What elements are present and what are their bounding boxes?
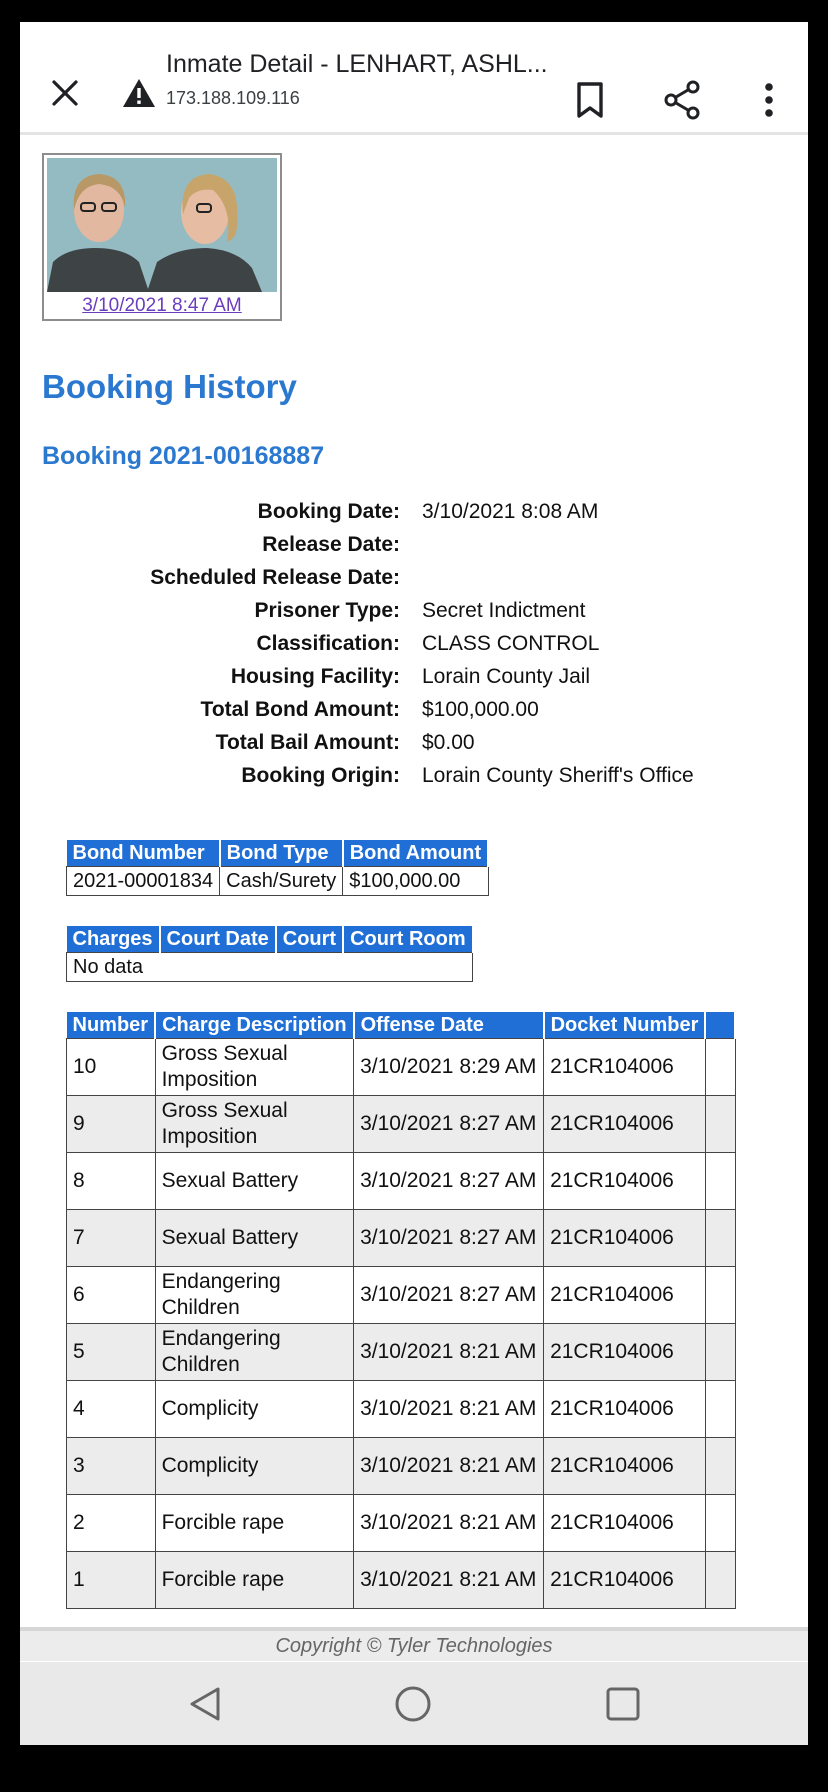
charges-header-cell: Court [276,926,343,953]
offense-description-cell: Sexual Battery [155,1210,353,1267]
offense-extra-cell [705,1267,735,1324]
offense-description-cell: Complicity [155,1381,353,1438]
detail-value: $0.00 [422,731,475,754]
table-row [67,1381,736,1438]
home-nav-icon[interactable] [389,1680,437,1728]
offense-header-cell: Number [67,1012,156,1039]
offense-number-cell: 4 [67,1381,156,1438]
offense-number-cell: 8 [67,1153,156,1210]
offense-extra-cell [705,1495,735,1552]
booking-history-heading: Booking History [42,368,297,405]
offense-description-cell: Forcible rape [155,1495,353,1552]
detail-value: Lorain County Jail [422,665,591,688]
table-row [67,1552,736,1609]
offense-extra-cell [705,1438,735,1495]
table-row [67,1324,736,1381]
bond-header-cell: Bond Type [220,840,343,867]
offense-header-cell-truncated [705,1012,735,1039]
table-row [67,1438,736,1495]
detail-value: 3/10/2021 8:08 AM [422,500,599,523]
bond-header-cell: Bond Amount [343,840,488,867]
offense-date-cell: 3/10/2021 8:27 AM [354,1096,544,1153]
page-url[interactable]: 173.188.109.116 [166,88,300,108]
offense-extra-cell [705,1153,735,1210]
recents-nav-icon[interactable] [599,1680,647,1728]
status-bar [0,0,828,22]
offense-extra-cell [705,1210,735,1267]
offense-date-cell: 3/10/2021 8:21 AM [354,1324,544,1381]
offense-extra-cell [705,1096,735,1153]
offense-number-cell: 2 [67,1495,156,1552]
table-row [67,1096,736,1153]
detail-value: Secret Indictment [422,599,586,622]
detail-value: Lorain County Sheriff's Office [422,764,694,787]
offense-description-cell: Endangering Children [155,1324,353,1381]
table-row [67,1495,736,1552]
charges-header-cell: Court Date [160,926,276,953]
no-data-cell: No data [67,953,473,982]
offense-docket-cell: 21CR104006 [544,1267,706,1324]
offense-number-cell: 3 [67,1438,156,1495]
table-row [67,1039,736,1096]
offense-date-cell: 3/10/2021 8:21 AM [354,1495,544,1552]
detail-label: Total Bail Amount: [215,731,400,754]
charges-header-cell: Court Room [343,926,473,953]
offense-date-cell: 3/10/2021 8:21 AM [354,1381,544,1438]
bond-amount-cell: $100,000.00 [343,867,488,896]
offenses-table [66,1012,736,1609]
offense-header-cell: Charge Description [155,1012,353,1039]
offense-extra-cell [705,1039,735,1096]
offense-number-cell: 5 [67,1324,156,1381]
detail-label: Booking Date: [257,500,400,523]
copyright-footer: Copyright © Tyler Technologies [20,1631,808,1661]
back-nav-icon[interactable] [181,1680,229,1728]
offense-docket-cell: 21CR104006 [544,1438,706,1495]
offense-date-cell: 3/10/2021 8:27 AM [354,1210,544,1267]
offense-date-cell: 3/10/2021 8:21 AM [354,1438,544,1495]
offense-extra-cell [705,1552,735,1609]
offense-date-cell: 3/10/2021 8:27 AM [354,1267,544,1324]
offense-extra-cell [705,1324,735,1381]
offense-number-cell: 7 [67,1210,156,1267]
detail-label: Total Bond Amount: [200,698,400,721]
offense-description-cell: Forcible rape [155,1552,353,1609]
offenses-table-header [67,1012,736,1039]
offense-description-cell: Complicity [155,1438,353,1495]
table-row [67,1210,736,1267]
bond-header-cell: Bond Number [67,840,220,867]
booking-heading: Booking 2021-00168887 [42,442,325,470]
page-title[interactable]: Inmate Detail - LENHART, ASHL... [166,50,548,78]
offense-description-cell: Gross Sexual Imposition [155,1039,353,1096]
offense-docket-cell: 21CR104006 [544,1153,706,1210]
system-nav-bar [20,1662,808,1745]
offense-number-cell: 1 [67,1552,156,1609]
detail-value: CLASS CONTROL [422,632,600,655]
detail-value: $100,000.00 [422,698,539,721]
offense-docket-cell: 21CR104006 [544,1324,706,1381]
offense-docket-cell: 21CR104006 [544,1210,706,1267]
detail-label: Housing Facility: [230,665,400,688]
offense-date-cell: 3/10/2021 8:21 AM [354,1552,544,1609]
table-row [67,1267,736,1324]
detail-label: Classification: [256,632,400,655]
offense-date-cell: 3/10/2021 8:27 AM [354,1153,544,1210]
table-row [67,1153,736,1210]
detail-label: Prisoner Type: [254,599,400,622]
bond-number-cell: 2021-00001834 [67,867,220,896]
offense-docket-cell: 21CR104006 [544,1039,706,1096]
photo-timestamp-link[interactable]: 3/10/2021 8:47 AM [82,295,242,316]
offense-date-cell: 3/10/2021 8:29 AM [354,1039,544,1096]
offense-description-cell: Endangering Children [155,1267,353,1324]
offense-number-cell: 10 [67,1039,156,1096]
bond-type-cell: Cash/Surety [220,867,343,896]
offense-number-cell: 9 [67,1096,156,1153]
offense-extra-cell [705,1381,735,1438]
offense-docket-cell: 21CR104006 [544,1381,706,1438]
offense-description-cell: Gross Sexual Imposition [155,1096,353,1153]
charges-header-cell: Charges [67,926,160,953]
offense-docket-cell: 21CR104006 [544,1495,706,1552]
offenses-scroll-area[interactable] [20,22,787,1632]
detail-label: Booking Origin: [241,764,400,787]
offense-description-cell: Sexual Battery [155,1153,353,1210]
offense-header-cell: Docket Number [544,1012,706,1039]
detail-label: Scheduled Release Date: [150,566,400,589]
offense-number-cell: 6 [67,1267,156,1324]
offense-header-cell: Offense Date [354,1012,544,1039]
offense-docket-cell: 21CR104006 [544,1552,706,1609]
offense-docket-cell: 21CR104006 [544,1096,706,1153]
detail-label: Release Date: [262,533,400,556]
browser-screen [20,22,808,1745]
